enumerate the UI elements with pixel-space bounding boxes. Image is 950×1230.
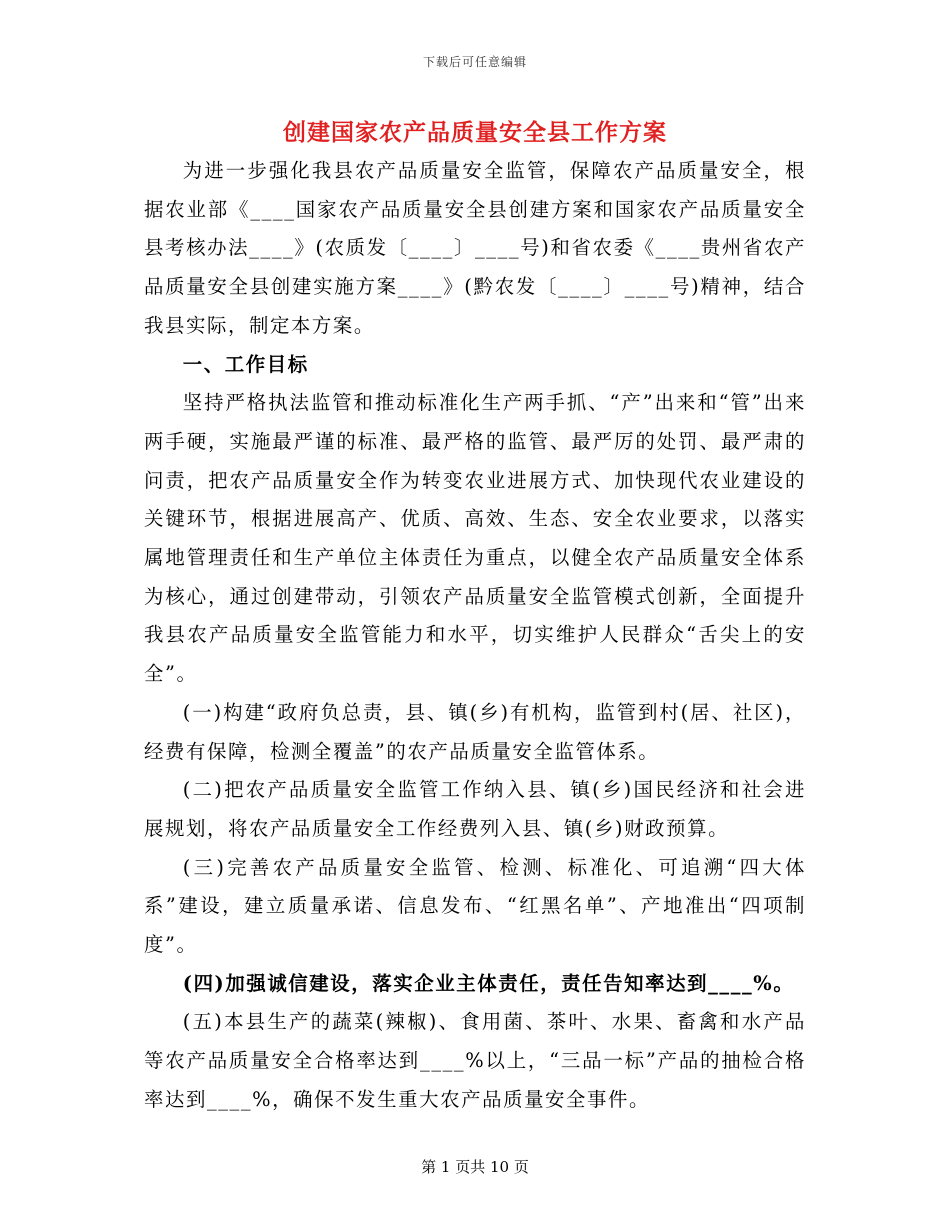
document-body	[144, 152, 806, 1120]
page-footer: 第 1 页共 10 页	[421, 1158, 529, 1176]
list-item-3: (三)完善农产品质量安全监管、检测、标准化、可追溯“四大体系”建设，建立质量承诺、信息发布、“红黑名单”、产地准出“四项制度”。	[144, 855, 806, 957]
intro-paragraph: 为进一步强化我县农产品质量安全监管，保障农产品质量安全，根据农业部《____国家农产品质量安全县创建方案和国家农产品质量安全县考核办法____》(农质发〔____〕____号)和省农委《____贵州省农产品质量安全县创建实施方案____》(黔农发〔____〕____号)精神，结合我县实际，制定本方案。	[144, 159, 806, 337]
section-heading: 一、工作目标	[182, 352, 309, 376]
list-item-2: (二)把农产品质量安全监管工作纳入县、镇(乡)国民经济和社会进展规划，将农产品质量安全工作经费列入县、镇(乡)财政预算。	[144, 778, 806, 840]
objective-paragraph: 坚持严格执法监管和推动标准化生产两手抓、“产”出来和“管”出来两手硬，实施最严谨的标准、最严格的监管、最严厉的处罚、最严肃的问责，把农产品质量安全作为转变农业进展方式、加快现代农业建设的关键环节，根据进展高产、优质、高效、生态、安全农业要求，以落实属地管理责任和生产单位主体责任为重点，以健全农产品质量安全体系为核心，通过创建带动，引领农产品质量安全监管模式创新，全面提升我县农产品质量安全监管能力和水平，切实维护人民群众“舌尖上的安全”。	[144, 391, 806, 686]
list-item-1: (一)构建“政府负总责，县、镇(乡)有机构，监管到村(居、社区)，经费有保障，检测全覆盖”的农产品质量安全监管体系。	[144, 700, 806, 763]
list-item-5: (五)本县生产的蔬菜(辣椒)、食用菌、茶叶、水果、畜禽和水产品等农产品质量安全合格率达到____%以上，“三品一标”产品的抽检合格率达到____%，确保不发生重大农产品质量安全事件。	[144, 1010, 806, 1111]
page-header: 下载后可任意编辑	[422, 55, 527, 69]
list-item-4: (四)加强诚信建设，落实企业主体责任，责任告知率达到____%。	[182, 971, 795, 995]
document-title: 创建国家农产品质量安全县工作方案	[283, 119, 667, 146]
